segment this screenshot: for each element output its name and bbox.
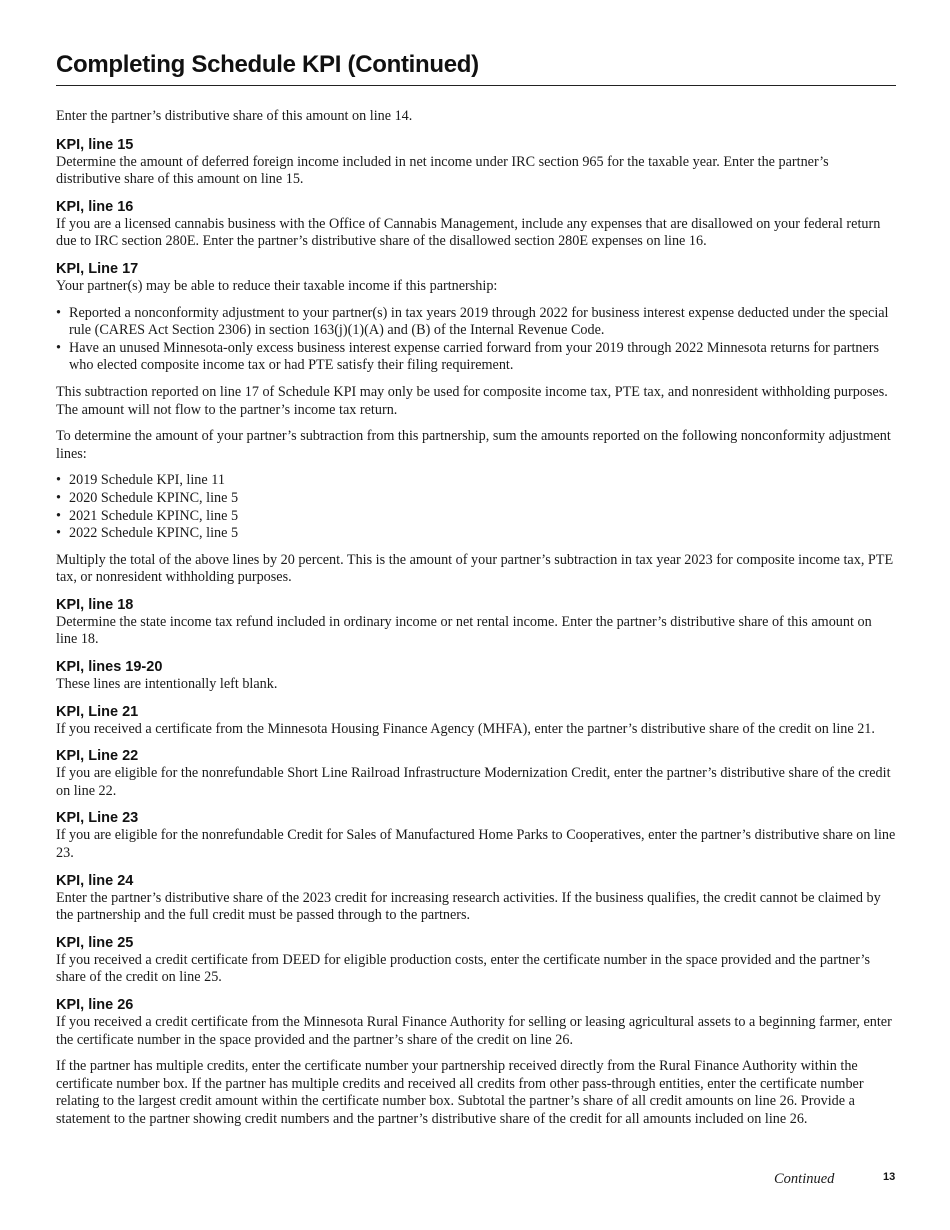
section-text: Determine the amount of deferred foreign income included in net income under IRC section 965 for the taxable year. Enter the partner’s distributive share of this amount on line 15. bbox=[56, 153, 829, 188]
list-item: • Reported a nonconformity adjustment to your partner(s) in tax years 2019 through 2022 for business interest expense deducted under the special rule (CARES Act Section 2306) in section 163(j)(1)(A) and (B) of the Internal Revenue Code. bbox=[56, 305, 896, 340]
section-text: This subtraction reported on line 17 of Schedule KPI may only be used for composite income tax, PTE tax, and nonresident withholding purposes. The amount will not flow to the partner’s income tax return. bbox=[56, 383, 888, 418]
list-item: • Have an unused Minnesota-only excess business interest expense carried forward from your 2019 through 2022 Minnesota returns for partners who elected composite income tax or had PTE satisfy their filing requirement. bbox=[56, 340, 896, 375]
section-line-17 bbox=[56, 260, 896, 587]
section-text: To determine the amount of your partner’s subtraction from this partnership, sum the amounts reported on the following nonconformity adjustment lines: bbox=[56, 428, 891, 462]
section-heading: KPI, Line 23 bbox=[56, 810, 139, 827]
section-text: Multiply the total of the above lines by 20 percent. This is the amount of your partner’s subtraction in tax year 2023 for composite income tax, PTE tax, or nonresident withholding purposes. bbox=[56, 551, 894, 586]
section-heading: KPI, line 25 bbox=[56, 934, 134, 951]
list-item: • 2020 Schedule KPINC, line 5 bbox=[56, 490, 896, 508]
section-line-16 bbox=[56, 198, 896, 251]
adjustment-lines-list bbox=[56, 472, 896, 542]
section-text: If you are a licensed cannabis business with the Office of Cannabis Management, include any expenses that are disallowed on your federal return due to IRC section 280E. Enter the partner’s distributive share of the disallowed section 280E expenses on line 16. bbox=[56, 215, 881, 250]
section-line-22 bbox=[56, 747, 896, 800]
section-line-25 bbox=[56, 934, 896, 987]
section-line-21 bbox=[56, 703, 896, 739]
section-text: Your partner(s) may be able to reduce their taxable income if this partnership: bbox=[56, 277, 498, 294]
section-text: If you are eligible for the nonrefundable Short Line Railroad Infrastructure Modernization Credit, enter the partner’s distributive share of the credit on line 22. bbox=[56, 765, 891, 799]
section-text: Enter the partner’s distributive share of the 2023 credit for increasing research activities. If the business qualifies, the credit cannot be claimed by the partnership and the full credit must be passed through to the partners. bbox=[56, 889, 881, 924]
section-line-23 bbox=[56, 809, 896, 862]
section-heading: KPI, line 18 bbox=[56, 596, 134, 613]
page-title: Completing Schedule KPI (Continued) bbox=[56, 48, 896, 86]
intro-paragraph: Enter the partner’s distributive share of this amount on line 14. bbox=[56, 108, 413, 124]
section-heading: KPI, Line 21 bbox=[56, 703, 139, 720]
section-line-15 bbox=[56, 136, 896, 189]
document-page bbox=[56, 48, 896, 1138]
section-heading: KPI, line 24 bbox=[56, 872, 134, 889]
section-line-26 bbox=[56, 996, 896, 1129]
section-heading: KPI, Line 22 bbox=[56, 748, 139, 765]
section-heading: KPI, line 15 bbox=[56, 136, 134, 153]
conditions-list bbox=[56, 305, 896, 375]
section-heading: KPI, line 16 bbox=[56, 198, 134, 215]
section-text: These lines are intentionally left blank. bbox=[56, 676, 278, 693]
section-heading: KPI, lines 19-20 bbox=[56, 659, 163, 676]
document-body bbox=[56, 108, 896, 1129]
list-item: • 2021 Schedule KPINC, line 5 bbox=[56, 508, 896, 526]
section-text: Determine the state income tax refund included in ordinary income or net rental income. Enter the partner’s distributive share of this amount on line 18. bbox=[56, 613, 872, 648]
list-item: • 2019 Schedule KPI, line 11 bbox=[56, 472, 896, 490]
section-heading: KPI, line 26 bbox=[56, 997, 134, 1013]
section-heading: KPI, Line 17 bbox=[56, 260, 139, 277]
section-text: If the partner has multiple credits, enter the certificate number your partnership received directly from the Rural Finance Authority within the certificate number box. If the partner has multiple credits and received all credits from other pass-through entities, enter the certificate number relating to the largest credit amount within the certificate number box. Subtotal the partner’s share of all credit amounts on line 26. Provide a statement to the partner showing credit numbers and the partner’s distributive share of the credit for all amounts included on line 26. bbox=[56, 1058, 864, 1127]
list-item: • 2022 Schedule KPINC, line 5 bbox=[56, 525, 896, 543]
section-text: If you received a credit certificate from DEED for eligible production costs, enter the certificate number in the space provided and the partner’s share of the credit on line 25. bbox=[56, 951, 870, 986]
section-lines-19-20 bbox=[56, 658, 896, 694]
section-line-24 bbox=[56, 872, 896, 925]
section-line-18 bbox=[56, 596, 896, 649]
section-text: If you received a certificate from the Minnesota Housing Finance Agency (MHFA), enter the partner’s distributive share of the credit on line 21. bbox=[56, 720, 875, 737]
continued-label: Continued bbox=[774, 1171, 835, 1187]
section-text: If you are eligible for the nonrefundable Credit for Sales of Manufactured Home Parks to Cooperatives, enter the partner’s distributive share on line 23. bbox=[56, 827, 896, 862]
section-text: If you received a credit certificate from the Minnesota Rural Finance Authority for selling or leasing agricultural assets to a beginning farmer, enter the certificate number in the space provided and the partner’s share of the credit on line 26. bbox=[56, 1014, 892, 1048]
page-number: 13 bbox=[883, 1171, 896, 1183]
